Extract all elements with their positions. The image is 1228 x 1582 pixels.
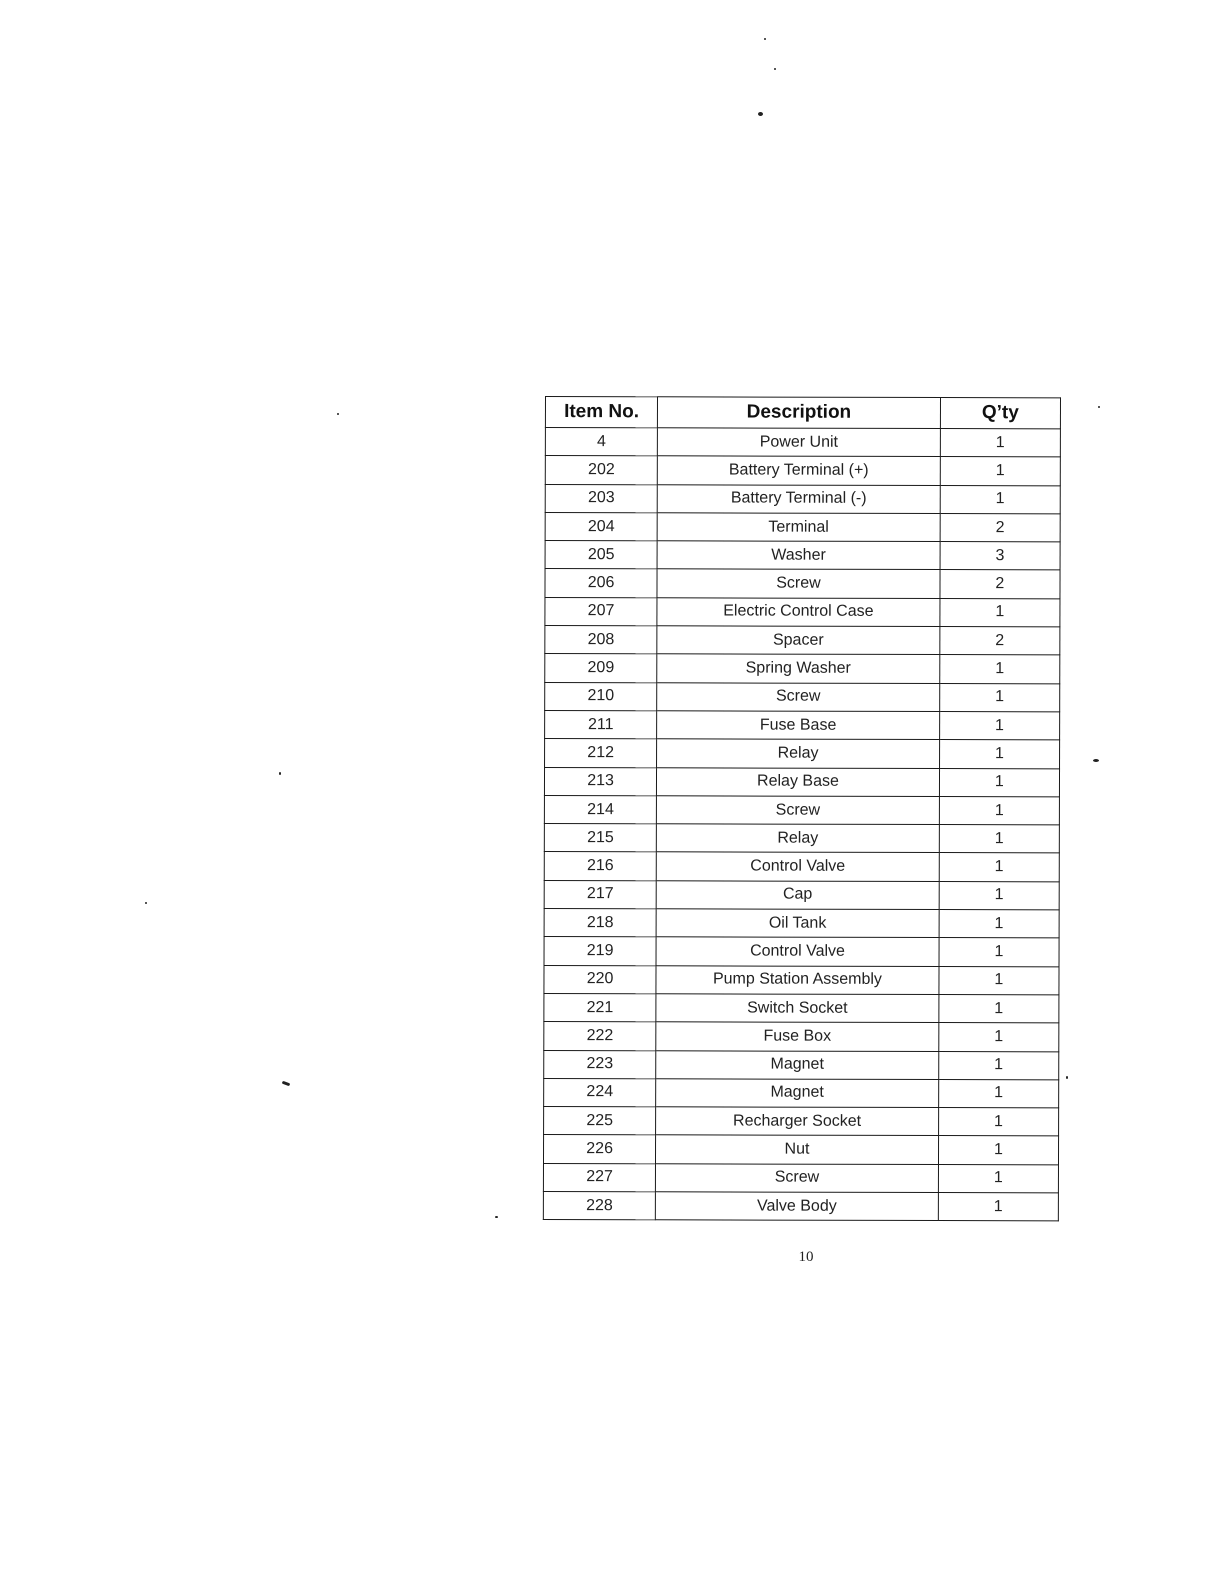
item-no-cell: 215 — [544, 824, 656, 853]
qty-cell: 1 — [938, 1051, 1058, 1080]
table-row — [545, 710, 1060, 740]
description-cell: Fuse Base — [657, 711, 940, 740]
table-row — [545, 569, 1060, 599]
table-row — [544, 824, 1059, 854]
description-cell: Battery Terminal (+) — [657, 456, 940, 485]
table-row — [543, 1135, 1058, 1165]
description-cell: Relay Base — [657, 767, 940, 796]
table-row — [545, 541, 1060, 571]
qty-cell: 1 — [939, 683, 1059, 712]
description-cell: Recharger Socket — [656, 1107, 939, 1136]
item-no-cell: 216 — [544, 852, 656, 881]
table-row — [544, 852, 1059, 882]
qty-cell: 1 — [938, 1164, 1058, 1193]
table-row — [545, 626, 1060, 656]
description-cell: Spring Washer — [657, 654, 940, 683]
item-no-cell: 228 — [543, 1192, 655, 1221]
item-no-cell: 208 — [545, 626, 657, 655]
item-no-cell: 219 — [544, 937, 656, 966]
scan-speck — [337, 413, 339, 415]
item-no-cell: 226 — [543, 1135, 655, 1164]
scan-speck — [1066, 1076, 1068, 1079]
qty-cell: 2 — [940, 627, 1060, 656]
qty-cell: 1 — [938, 1193, 1058, 1222]
description-header: Description — [658, 397, 941, 429]
item-no-cell: 224 — [544, 1078, 656, 1107]
qty-cell: 1 — [939, 938, 1059, 967]
item-no-header: Item No. — [545, 397, 657, 428]
qty-cell: 1 — [938, 1108, 1058, 1137]
qty-cell: 1 — [939, 1023, 1059, 1052]
table-row — [544, 909, 1059, 939]
qty-cell: 1 — [939, 740, 1059, 769]
qty-cell: 1 — [939, 655, 1059, 684]
qty-cell: 1 — [939, 712, 1059, 741]
item-no-cell: 212 — [545, 739, 657, 768]
qty-cell: 1 — [940, 457, 1060, 486]
description-cell: Relay — [657, 739, 940, 768]
page-number: 10 — [798, 1249, 814, 1265]
item-no-cell: 221 — [544, 993, 656, 1022]
item-no-cell: 206 — [545, 569, 657, 598]
description-cell: Valve Body — [656, 1192, 939, 1221]
qty-cell: 2 — [940, 570, 1060, 599]
table-row — [545, 739, 1060, 769]
table-row — [544, 993, 1059, 1023]
scan-speck — [764, 38, 766, 40]
item-no-cell: 217 — [544, 880, 656, 909]
qty-cell: 1 — [940, 598, 1060, 627]
table-row — [545, 484, 1060, 514]
scan-speck — [1093, 759, 1099, 762]
item-no-cell: 4 — [545, 428, 657, 457]
description-cell: Switch Socket — [656, 994, 939, 1023]
table-row — [544, 767, 1059, 797]
table-row — [545, 456, 1060, 486]
qty-cell: 1 — [939, 881, 1059, 910]
qty-cell: 1 — [938, 1136, 1058, 1165]
description-cell: Screw — [657, 796, 940, 825]
item-no-cell: 205 — [545, 541, 657, 570]
description-cell: Screw — [657, 569, 940, 598]
item-no-cell: 207 — [545, 597, 657, 626]
table-row — [544, 795, 1059, 825]
description-cell: Screw — [656, 1164, 939, 1193]
item-no-cell: 202 — [545, 456, 657, 485]
scan-speck — [758, 112, 763, 116]
parts-table — [543, 396, 1061, 1222]
table-row — [545, 654, 1060, 684]
table-row — [544, 1107, 1059, 1137]
qty-cell: 3 — [940, 542, 1060, 571]
qty-cell: 1 — [938, 1079, 1058, 1108]
scan-speck — [282, 1081, 291, 1087]
table-row — [543, 1163, 1058, 1193]
item-no-cell: 223 — [544, 1050, 656, 1079]
item-no-cell: 222 — [544, 1022, 656, 1051]
description-cell: Spacer — [657, 626, 940, 655]
description-cell: Fuse Box — [656, 1022, 939, 1051]
table-row — [544, 1022, 1059, 1052]
item-no-cell: 209 — [545, 654, 657, 683]
description-cell: Control Valve — [656, 937, 939, 966]
table-header-row — [545, 397, 1060, 429]
item-no-cell: 227 — [543, 1163, 655, 1192]
qty-cell: 1 — [940, 429, 1060, 458]
qty-cell: 1 — [939, 768, 1059, 797]
qty-cell: 1 — [939, 966, 1059, 995]
scan-speck — [1098, 406, 1100, 408]
table-row — [544, 965, 1059, 995]
item-no-cell: 210 — [545, 682, 657, 711]
qty-cell: 1 — [939, 994, 1059, 1023]
scan-speck — [145, 902, 147, 904]
item-no-cell: 213 — [544, 767, 656, 796]
description-cell: Electric Control Case — [657, 598, 940, 627]
description-cell: Power Unit — [658, 428, 941, 457]
scan-speck — [774, 68, 776, 70]
qty-cell: 1 — [940, 485, 1060, 514]
table-row — [545, 428, 1060, 458]
qty-cell: 1 — [939, 825, 1059, 854]
item-no-cell: 203 — [545, 484, 657, 513]
description-cell: Nut — [656, 1135, 939, 1164]
table-row — [545, 597, 1060, 627]
table-row — [544, 1078, 1059, 1108]
description-cell: Magnet — [656, 1050, 939, 1079]
table-row — [544, 1050, 1059, 1080]
table-row — [545, 682, 1060, 712]
description-cell: Magnet — [656, 1079, 939, 1108]
description-cell: Cap — [656, 881, 939, 910]
table-row — [543, 1192, 1058, 1222]
qty-cell: 1 — [939, 910, 1059, 939]
description-cell: Battery Terminal (-) — [657, 484, 940, 513]
qty-cell: 1 — [939, 796, 1059, 825]
item-no-cell: 211 — [545, 710, 657, 739]
description-cell: Washer — [657, 541, 940, 570]
description-cell: Terminal — [657, 513, 940, 542]
description-cell: Relay — [657, 824, 940, 853]
item-no-cell: 225 — [544, 1107, 656, 1136]
description-cell: Oil Tank — [656, 909, 939, 938]
item-no-cell: 218 — [544, 909, 656, 938]
scan-speck — [495, 1216, 498, 1218]
table-row — [544, 937, 1059, 967]
qty-cell: 2 — [940, 513, 1060, 542]
item-no-cell: 204 — [545, 512, 657, 541]
description-cell: Pump Station Assembly — [656, 965, 939, 994]
qty-cell: 1 — [939, 853, 1059, 882]
table-row — [544, 880, 1059, 910]
description-cell: Screw — [657, 682, 940, 711]
description-cell: Control Valve — [656, 852, 939, 881]
item-no-cell: 220 — [544, 965, 656, 994]
scan-speck — [279, 772, 281, 775]
qty-header: Q’ty — [940, 398, 1060, 429]
table-row — [545, 512, 1060, 542]
item-no-cell: 214 — [544, 795, 656, 824]
